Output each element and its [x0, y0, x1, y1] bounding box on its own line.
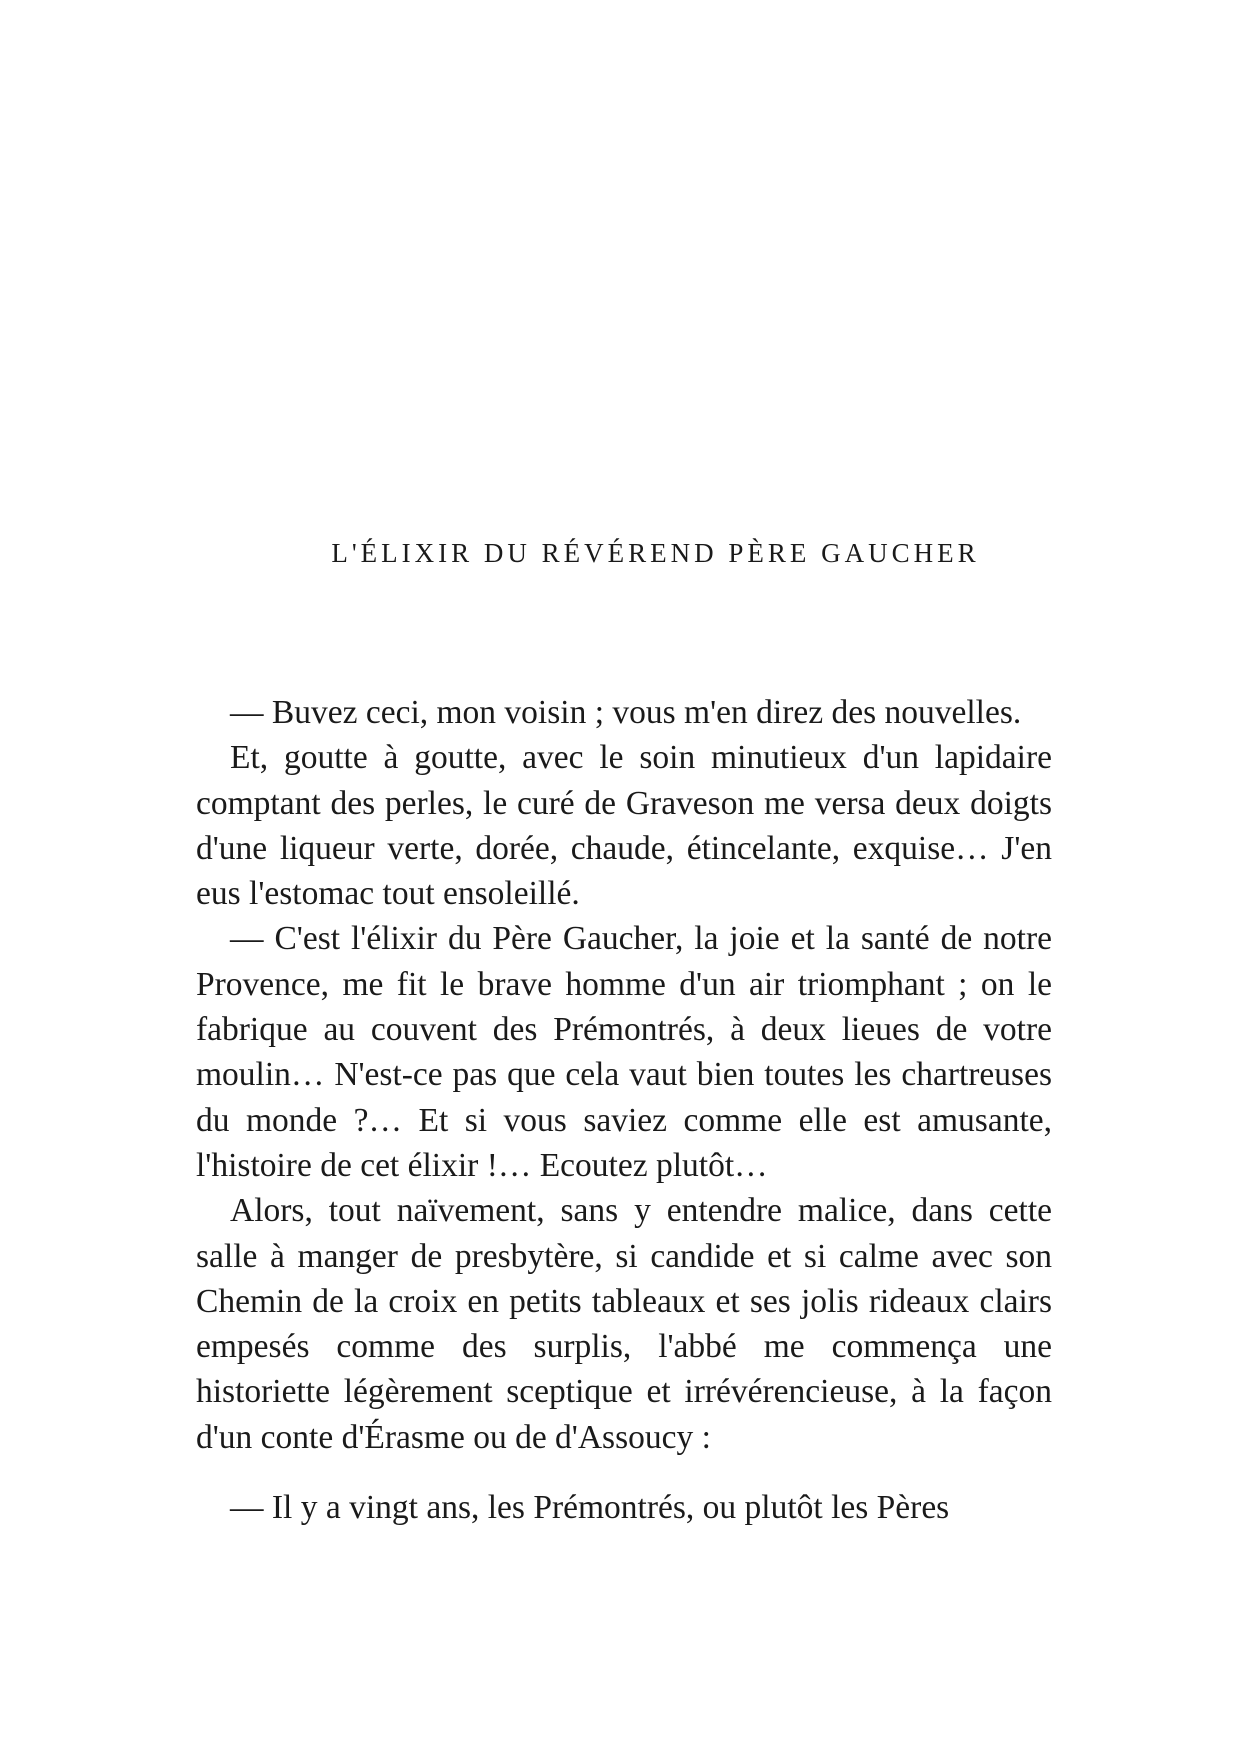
chapter-title: L'ÉLIXIR DU RÉVÉREND PÈRE GAUCHER	[331, 538, 980, 568]
paragraph-1: — Buvez ceci, mon voisin ; vous m'en direz des nouvelles.	[230, 694, 1022, 731]
paragraph-3: — C'est l'élixir du Père Gaucher, la joie et la santé de notre Provence, me fit le brave homme d'un air triomphant ; on le fabrique au couvent des Prémontrés, à deux lieues de votre moulin… N'est-ce pas que cela vaut bien toutes les chartreuses du monde ?… Et si vous saviez comme elle est amusante, l'histoire de cet élixir !… Ecoutez plutôt…	[196, 920, 1052, 1184]
paragraph-5: — Il y a vingt ans, les Prémontrés, ou plutôt les Pères	[230, 1489, 950, 1527]
paragraph-4: Alors, tout naïvement, sans y entendre malice, dans cette salle à manger de presbytère, si candide et si calme avec son Chemin de la croix en petits tableaux et ses jolis rideaux clairs empesés comme des surplis, l'abbé me commença une historiette légèrement sceptique et irrévérencieuse, à la façon d'un conte d'Érasme ou de d'Assoucy :	[196, 1192, 1052, 1456]
body-text	[196, 690, 1052, 1530]
paragraph-2: Et, goutte à goutte, avec le soin minutieux d'un lapidaire comptant des perles, le curé de Graveson me versa deux doigts d'une liqueur verte, dorée, chaude, étincelante, exquise… J'en eus l'estomac tout ensoleillé.	[196, 739, 1052, 913]
